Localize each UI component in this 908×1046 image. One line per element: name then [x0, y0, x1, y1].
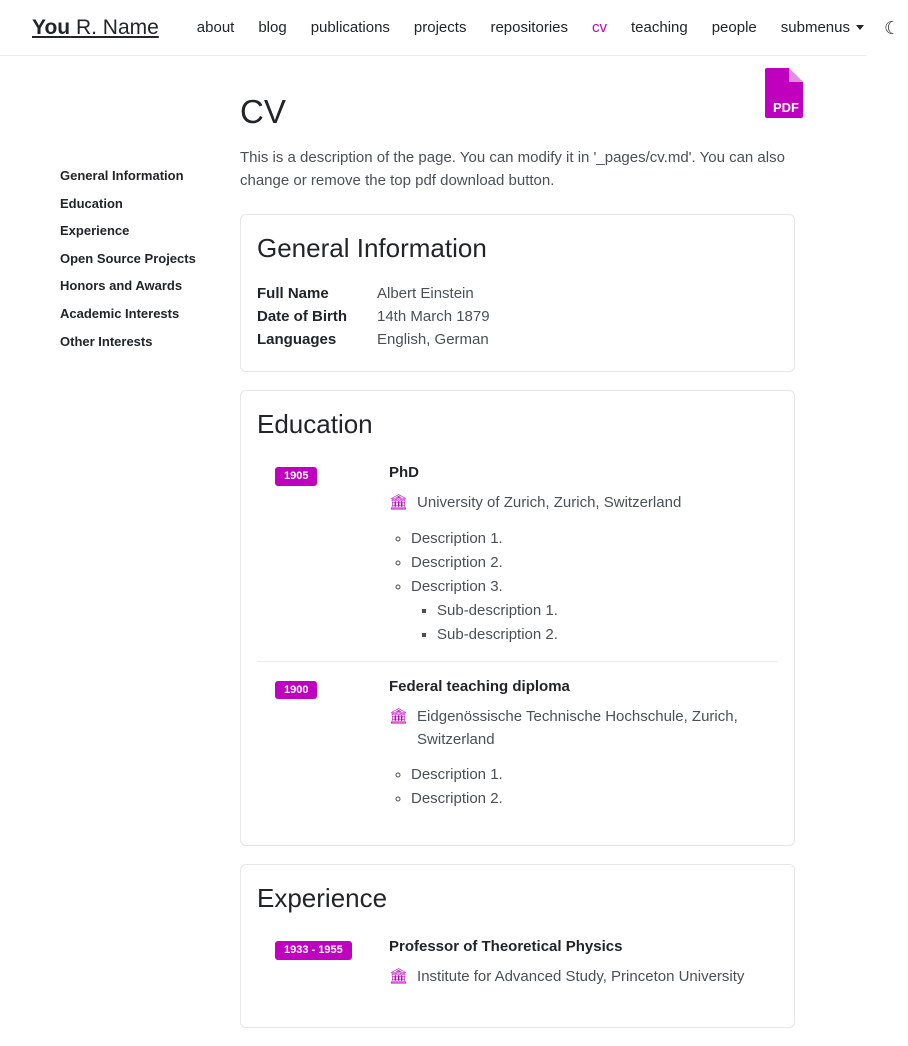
top-navbar	[0, 0, 901, 56]
institution-icon: 🏛	[389, 494, 409, 512]
nav-item-repositories[interactable]: repositories	[490, 19, 568, 36]
entry-title: PhD	[389, 464, 419, 482]
card-title-education: Education	[257, 409, 373, 440]
info-label-full-name: Full Name	[257, 285, 329, 303]
entry-place	[389, 965, 778, 988]
pdf-download-icon	[763, 66, 807, 118]
page-body	[0, 56, 867, 1046]
general-information-table	[257, 282, 490, 351]
card-title-experience: Experience	[257, 883, 388, 914]
info-value-languages: English, German	[377, 331, 489, 349]
nav-item-about[interactable]: about	[196, 19, 235, 36]
entry-title: Federal teaching diploma	[389, 677, 570, 695]
svg-text:PDF: PDF	[773, 100, 799, 115]
entry-place-label: Institute for Advanced Study, Princeton University	[417, 968, 745, 986]
chevron-down-icon	[856, 25, 864, 30]
list-item: ▪ Sub-description 2.	[437, 623, 778, 647]
entry-body	[387, 938, 778, 992]
sidebar-item-education[interactable]: Education	[60, 195, 123, 211]
table-row	[257, 328, 490, 351]
list-item: ◦ Description 1.	[411, 527, 778, 551]
sidebar-item-general-information[interactable]: General Information	[60, 168, 184, 183]
moon-icon[interactable]: ☾	[883, 17, 901, 38]
entry-body	[387, 464, 778, 646]
status-badge: 1933 - 1955	[275, 941, 352, 959]
sidebar-item-other-interests[interactable]: Other Interests	[60, 333, 153, 349]
nav-links	[185, 13, 876, 42]
list-item: ◦ Description 2.	[411, 551, 778, 575]
info-label-languages: Languages	[257, 331, 337, 349]
sidebar-item-experience[interactable]: Experience	[60, 223, 130, 239]
list-item: ▪ Sub-description 1.	[437, 599, 778, 623]
card-education	[240, 390, 795, 846]
status-badge: 1900	[275, 681, 317, 699]
toc-sidebar	[0, 92, 210, 1046]
status-badge: 1905	[275, 467, 317, 485]
card-general-information	[240, 214, 795, 372]
entry-date	[275, 938, 387, 992]
page-header	[240, 92, 799, 192]
institution-icon: 🏛	[389, 707, 409, 725]
entry-title: Professor of Theoretical Physics	[389, 938, 623, 956]
list-item	[411, 575, 778, 647]
nav-item-submenus-label: submenus	[780, 19, 850, 36]
entry-body	[387, 678, 778, 812]
sidebar-item-honors-and-awards[interactable]: Honors and Awards	[60, 278, 183, 294]
nav-item-people[interactable]: people	[711, 19, 757, 36]
info-value-full-name: Albert Einstein	[377, 285, 474, 303]
site-brand[interactable]	[32, 16, 159, 40]
entry-place	[389, 491, 778, 514]
table-row	[257, 282, 490, 305]
description-list	[389, 763, 778, 811]
page-description: This is a description of the page. You can modify it in '_pages/cv.md'. You can also change or remove the top pdf download button.	[240, 148, 785, 189]
main-content	[210, 92, 850, 1046]
sidebar-item-academic-interests[interactable]: Academic Interests	[60, 305, 180, 321]
card-title-general-information: General Information	[257, 233, 487, 264]
info-label-date-of-birth: Date of Birth	[257, 308, 347, 326]
sub-description-list	[411, 599, 778, 647]
brand-rest-text: R. Name	[70, 15, 159, 39]
list-item	[257, 661, 778, 826]
nav-item-publications[interactable]: publications	[310, 19, 390, 36]
info-value-date-of-birth: 14th March 1879	[377, 308, 490, 326]
nav-item-cv[interactable]: cv	[592, 19, 607, 36]
nav-item-submenus[interactable]	[769, 13, 876, 42]
table-row	[257, 305, 490, 328]
list-item: ◦ Description 2.	[411, 787, 778, 811]
pdf-download-button[interactable]	[763, 66, 807, 118]
list-item	[257, 458, 778, 660]
entry-date	[275, 678, 387, 812]
brand-strong-text: You	[32, 15, 71, 39]
page-title: CV	[240, 93, 286, 130]
institution-icon: 🏛	[389, 968, 409, 986]
list-item	[257, 932, 778, 1006]
description-list	[389, 527, 778, 647]
entry-place-label: University of Zurich, Zurich, Switzerland	[417, 494, 682, 512]
entry-date	[275, 464, 387, 646]
card-experience	[240, 864, 795, 1027]
sidebar-item-open-source-projects[interactable]: Open Source Projects	[60, 250, 196, 266]
entry-place-label: Eidgenössische Technische Hochschule, Zurich, Switzerland	[417, 707, 738, 748]
nav-item-teaching[interactable]: teaching	[631, 19, 688, 36]
entry-place	[389, 705, 778, 752]
nav-item-projects[interactable]: projects	[413, 19, 467, 36]
nav-item-blog[interactable]: blog	[258, 19, 287, 36]
list-item: ◦ Description 1.	[411, 763, 778, 787]
list-item-label: Description 3.	[411, 577, 503, 595]
